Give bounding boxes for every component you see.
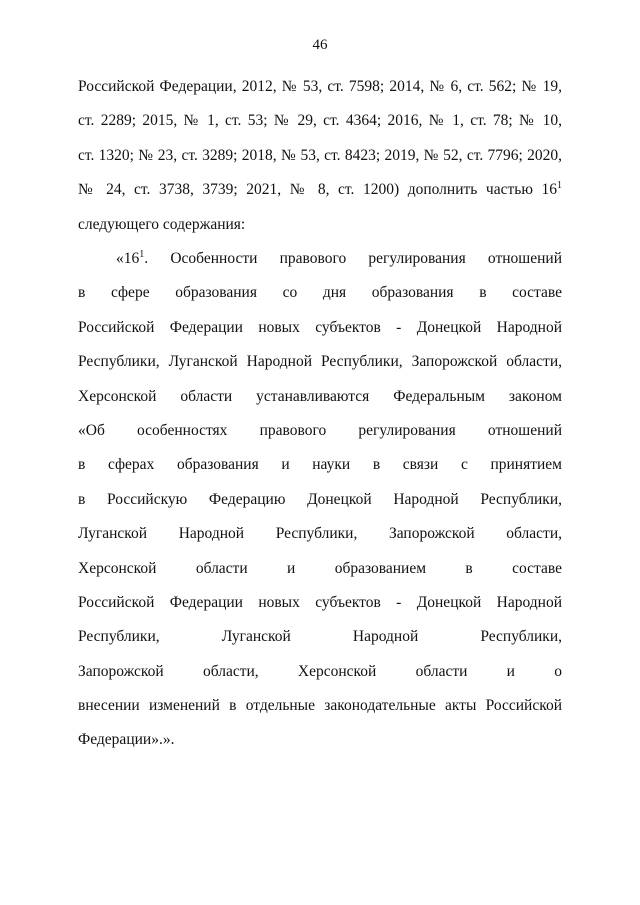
text-line: Луганской Народной Республики, Запорожской области,: [78, 525, 562, 543]
text-line: «Об особенностях правового регулирования отношений: [78, 421, 562, 439]
text-line: ст. 1320; № 23, ст. 3289; 2018, № 53, ст. 8423; 2019, № 52, ст. 7796; 2020,: [78, 146, 562, 164]
text-line: Российской Федерации новых субъектов - Донецкой Народной: [78, 318, 562, 336]
superscript: 1: [557, 180, 562, 192]
text-line-content: № 24, ст. 3738, 3739; 2021, № 8, ст. 1200) дополнить частью 16: [78, 181, 557, 199]
text-line-content: . Особенности правового регулирования отношений: [144, 250, 562, 267]
text-line: Российской Федерации новых субъектов - Донецкой Народной: [78, 593, 562, 611]
text-line-prefix: «16: [116, 250, 140, 267]
superscript: 1: [139, 249, 145, 260]
text-line: в сферах образования и науки в связи с принятием: [78, 456, 562, 474]
text-line: в сфере образования со дня образования в составе: [78, 284, 562, 302]
text-line: ст. 2289; 2015, № 1, ст. 53; № 29, ст. 4364; 2016, № 1, ст. 78; № 10,: [78, 112, 562, 130]
text-line: [78, 242, 562, 276]
text-line: Федерации».».: [78, 731, 175, 749]
text-line: в Российскую Федерацию Донецкой Народной Республики,: [78, 490, 562, 508]
page-number: 46: [312, 37, 328, 53]
text-line: Херсонской области и образованием в составе: [78, 559, 562, 577]
text-line: внесении изменений в отдельные законодательные акты Российской: [78, 697, 562, 715]
paragraph-amendment-citation: [78, 70, 562, 242]
text-line: [78, 173, 562, 207]
text-line: Запорожской области, Херсонской области и о: [78, 662, 562, 680]
text-line: следующего содержания:: [78, 215, 246, 233]
text-line: Республики, Луганской Народной Республики,: [78, 628, 562, 646]
text-line: Херсонской области устанавливаются Федеральным законом: [78, 387, 562, 405]
text-line: Республики, Луганской Народной Республики, Запорожской области,: [78, 353, 562, 371]
text-line: Российской Федерации, 2012, № 53, ст. 7598; 2014, № 6, ст. 562; № 19,: [78, 78, 562, 95]
paragraph-new-part-16-1: [78, 242, 562, 758]
